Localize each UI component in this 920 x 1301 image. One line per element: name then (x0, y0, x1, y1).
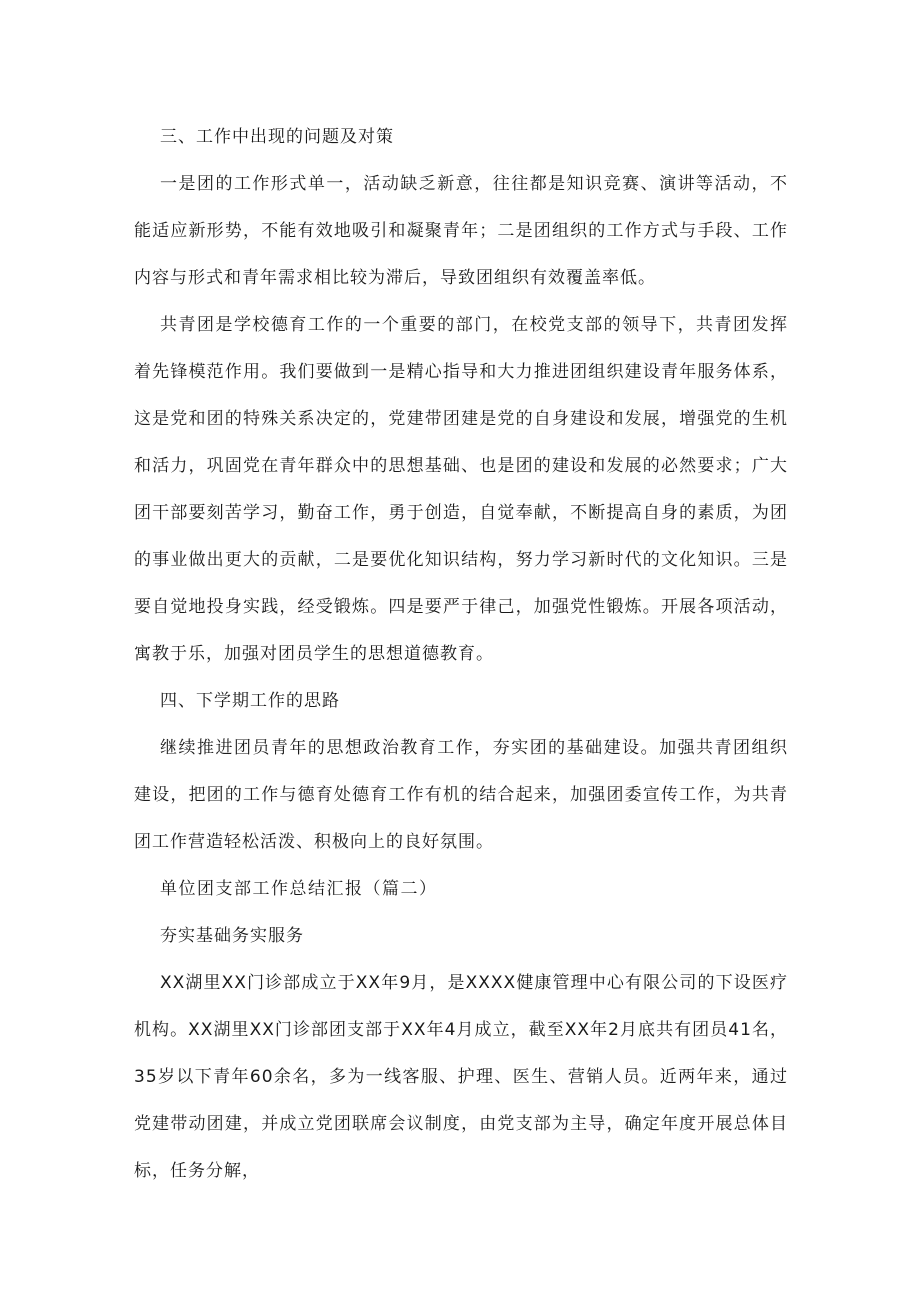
paragraph-problems: 一是团的工作形式单一，活动缺乏新意，往往都是知识竞赛、演讲等活动，不能适应新形势，不能有效地吸引和凝聚青年；二是团组织的工作方式与手段、工作内容与形式和青年需求相比较为滞后，导致团组织有效覆盖率低。 (134, 174, 788, 288)
document-body (134, 114, 788, 1195)
section-three-heading: 三、工作中出现的问题及对策 (160, 127, 394, 147)
section-four-heading: 四、下学期工作的思路 (160, 691, 340, 711)
article-two-title: 单位团支部工作总结汇报（篇二） (160, 879, 438, 899)
paragraph-clinic-intro: XX湖里XX门诊部成立于XX年9月，是XXXX健康管理中心有限公司的下设医疗机构。XX湖里XX门诊部团支部于XX年4月成立，截至XX年2月底共有团员41名，35岁以下青年60余名，多为一线客服、护理、医生、营销人员。近两年来，通过党建带动团建，并成立党团联席会议制度，由党支部为主导，确定年度开展总体目标，任务分解， (134, 973, 788, 1181)
paragraph-next-term: 继续推进团员青年的思想政治教育工作，夯实团的基础建设。加强共青团组织建设，把团的工作与德育处德育工作有机的结合起来，加强团委宣传工作，为共青团工作营造轻松活泼、积极向上的良好氛围。 (134, 738, 788, 852)
article-two-subheading: 夯实基础务实服务 (160, 926, 304, 946)
paragraph-league-role: 共青团是学校德育工作的一个重要的部门，在校党支部的领导下，共青团发挥着先锋模范作用。我们要做到一是精心指导和大力推进团组织建设青年服务体系，这是党和团的特殊关系决定的，党建带团建是党的自身建设和发展，增强党的生机和活力，巩固党在青年群众中的思想基础、也是团的建设和发展的必然要求；广大团干部要刻苦学习，勤奋工作，勇于创造，自觉奉献，不断提高自身的素质，为团的事业做出更大的贡献，二是要优化知识结构，努力学习新时代的文化知识。三是要自觉地投身实践，经受锻炼。四是要严于律己，加强党性锻炼。开展各项活动，寓教于乐，加强对团员学生的思想道德教育。 (134, 315, 788, 664)
